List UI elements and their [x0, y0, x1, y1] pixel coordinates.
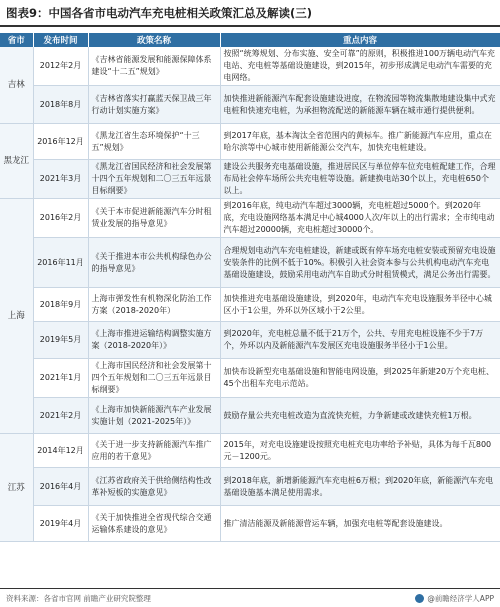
policy-table — [0, 33, 500, 542]
source-note: 资料来源：各省市官网 前瞻产业研究院整理 — [6, 593, 151, 603]
key-content-cell: 到2018年底，新增新能源汽车充电桩6万根；到2020年底，新能源汽车充电基础设施基本满足使用需求。 — [220, 468, 500, 506]
policy-name-cell: 《关于本市促进新能源汽车分时租赁业发展的指导意见》 — [88, 199, 220, 238]
key-content-cell: 到2017年底，基本淘汰全省范围内的黄标车。推广新能源汽车应用，重点在哈尔滨等中心城市使用新能源公交汽车，加快充电桩建设。 — [220, 124, 500, 160]
key-content-cell: 2015年，对充电设施建设按照充电桩充电功率给予补贴，具体为每千瓦800元－1200元。 — [220, 434, 500, 468]
policy-name-cell: 上海市弹发性有机物深化防治工作方案（2018-2020年） — [88, 288, 220, 322]
key-content-cell: 推广清洁能源及新能源营运车辆，加强充电桩等配套设施建设。 — [220, 506, 500, 542]
date-cell: 2016年4月 — [33, 468, 88, 506]
table-row — [0, 160, 500, 199]
policy-name-cell: 《黑龙江省国民经济和社会发展第十四个五年规划和二〇三五年远景目标纲要》 — [88, 160, 220, 199]
policy-name-cell: 《上海市加快新能源汽车产业发展实施计划（2021-2025年）》 — [88, 398, 220, 434]
brand — [415, 593, 494, 604]
date-cell: 2021年3月 — [33, 160, 88, 199]
date-cell: 2021年2月 — [33, 398, 88, 434]
policy-name-cell: 《上海市推进运输结构调整实施方案（2018-2020年）》 — [88, 322, 220, 359]
key-content-cell: 合理规划电动汽车充电桩建设，新建或既有停车场充电桩安装或预留充电设施安装条件的比例不低于10%。积极引入社会资本参与公共机构电动汽车充电基础设施建设，鼓励采用电动汽车自助式分时租赁模式，满足公务出行需要。 — [220, 238, 500, 288]
table-row — [0, 47, 500, 86]
policy-name-cell: 《吉林省能源发展和能源保障体系建设“十二五”规划》 — [88, 47, 220, 86]
date-cell: 2021年1月 — [33, 359, 88, 398]
table-row — [0, 238, 500, 288]
policy-name-cell: 《黑龙江省生态环境保护“十三五”规划》 — [88, 124, 220, 160]
table-header-row — [0, 33, 500, 47]
policy-name-cell: 《关于进一步支持新能源汽车推广应用的若干意见》 — [88, 434, 220, 468]
table-row — [0, 199, 500, 238]
policy-name-cell: 《上海市国民经济和社会发展第十四个五年规划和二〇三五年远景目标纲要》 — [88, 359, 220, 398]
table-row — [0, 124, 500, 160]
date-cell: 2019年4月 — [33, 506, 88, 542]
key-content-cell: 加快布设新型充电基础设施和智能电网设施，到2025年新建20万个充电桩、45个出租车充电示范站。 — [220, 359, 500, 398]
table-row — [0, 288, 500, 322]
province-cell: 吉林 — [0, 47, 33, 124]
key-content-cell: 到2016年底，纯电动汽车超过3000辆，充电桩超过5000个。到2020年底，充电设施网络基本满足中心城4000人次/年以上的出行需求；全市纯电动汽车超过20000辆，充电桩超过30000个。 — [220, 199, 500, 238]
table-row — [0, 86, 500, 124]
footer — [0, 588, 500, 607]
province-cell: 上海 — [0, 199, 33, 434]
date-cell: 2012年2月 — [33, 47, 88, 86]
chart-title: 图表9：中国各省市电动汽车充电桩相关政策汇总及解读(三) — [0, 0, 500, 27]
province-cell: 黑龙江 — [0, 124, 33, 199]
date-cell: 2014年12月 — [33, 434, 88, 468]
key-content-cell: 建设公共服务充电基础设施，推进居民区与单位停车位充电桩配建工作，合理布局社会停车场所公共充电桩等设施。新建换电站30个以上，充电桩650个以上。 — [220, 160, 500, 199]
key-content-cell: 按照“统筹规划、分布实施、安全可靠”的原则，积极推进100万辆电动汽车充电站、充电桩等基础设施建设，到2015年，初步形成满足电动汽车需要的充电网络。 — [220, 47, 500, 86]
header-date: 发布时间 — [33, 33, 88, 47]
date-cell: 2019年5月 — [33, 322, 88, 359]
province-cell: 江苏 — [0, 434, 33, 542]
header-policy-name: 政策名称 — [88, 33, 220, 47]
date-cell: 2016年2月 — [33, 199, 88, 238]
date-cell: 2018年8月 — [33, 86, 88, 124]
brand-logo-icon — [415, 594, 424, 603]
policy-name-cell: 《吉林省落实打赢蓝天保卫战三年行动计划实施方案》 — [88, 86, 220, 124]
header-key-content: 重点内容 — [220, 33, 500, 47]
key-content-cell: 加快推进新能源汽车配套设施建设进度，在物流园等物流集散地建设集中式充电桩和快速充电桩，为承担物流配送的新能源车辆在城市通行提供便利。 — [220, 86, 500, 124]
table-row — [0, 506, 500, 542]
table-row — [0, 359, 500, 398]
key-content-cell: 到2020年，充电桩总量不低于21万个，公共、专用充电桩设施不少于7万个，外环以内及新能源汽车发展区充电设施服务半径小于1公里。 — [220, 322, 500, 359]
table-row — [0, 468, 500, 506]
brand-label: @前瞻经济学人APP — [427, 593, 494, 603]
table-row — [0, 322, 500, 359]
header-province: 省市 — [0, 33, 33, 47]
key-content-cell: 加快推进充电基础设施建设，到2020年，电动汽车充电设施服务半径中心城区小于1公里，外环以外区域小于2公里。 — [220, 288, 500, 322]
key-content-cell: 鼓励存量公共充电桩改造为直流快充桩，力争新建或改建快充桩1万根。 — [220, 398, 500, 434]
table-row — [0, 434, 500, 468]
date-cell: 2016年11月 — [33, 238, 88, 288]
date-cell: 2018年9月 — [33, 288, 88, 322]
table-row — [0, 398, 500, 434]
date-cell: 2016年12月 — [33, 124, 88, 160]
policy-name-cell: 《关于加快推进全省现代综合交通运输体系建设的意见》 — [88, 506, 220, 542]
policy-name-cell: 《江苏省政府关于供给侧结构性改革补短板的实施意见》 — [88, 468, 220, 506]
policy-name-cell: 《关于推进本市公共机构绿色办公的指导意见》 — [88, 238, 220, 288]
